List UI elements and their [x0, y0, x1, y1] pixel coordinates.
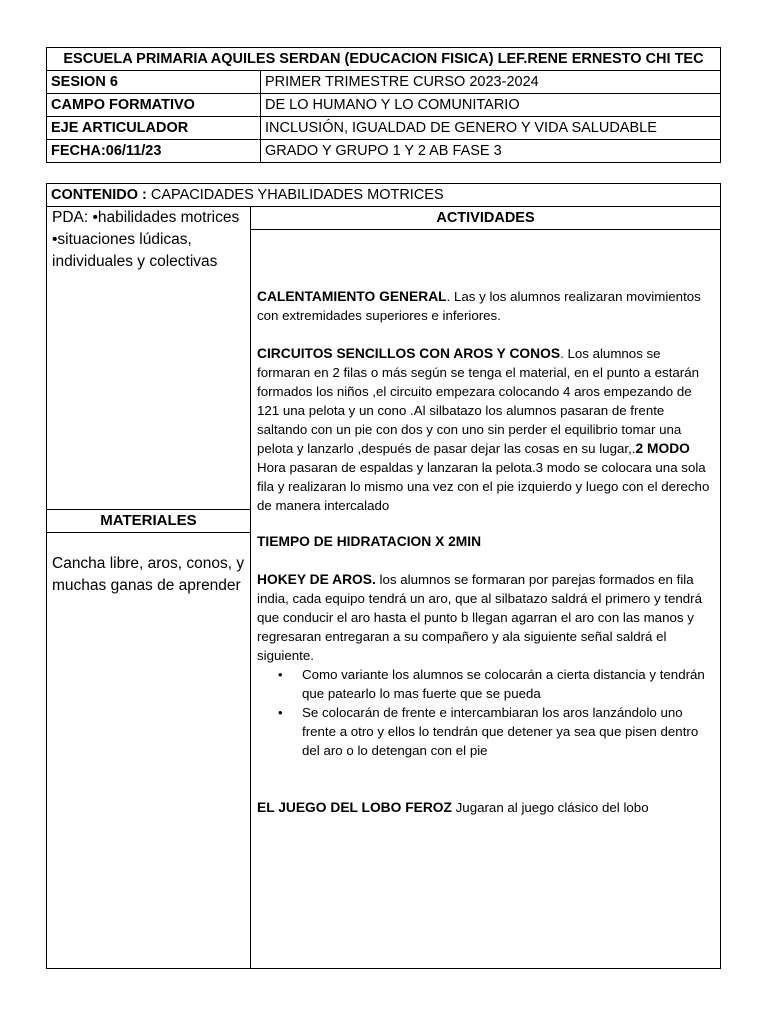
actividades-heading: ACTIVIDADES — [251, 207, 721, 230]
campo-label: CAMPO FORMATIVO — [47, 94, 261, 117]
pda-line-1: PDA: •habilidades motrices — [52, 209, 240, 226]
contenido-row — [47, 184, 721, 207]
circuitos-text-1: . Los alumnos se formaran en 2 filas o más según se tenga el material, en el punto a estarán formados los niños ,el circuito empezara colocando 4 aros empezando de 121 una pelota y un cono .Al silbatazo los alumnos pasaran de frente saltando con un pie con dos y con uno sin perder el equilibrio tomar una pelota y lanzarlo ,después de pasar dejar las cosas en su lugar,. — [257, 346, 700, 456]
hidratacion-title: TIEMPO DE HIDRATACION X 2MIN — [257, 534, 482, 549]
header-row — [47, 140, 721, 163]
materiales-heading: MATERIALES — [47, 509, 250, 533]
campo-value: DE LO HUMANO Y LO COMUNITARIO — [261, 94, 721, 117]
hokey-title: HOKEY DE AROS. — [257, 572, 376, 587]
lobo-title: EL JUEGO DEL LOBO FEROZ — [257, 800, 452, 815]
hidratacion-paragraph — [257, 532, 714, 551]
pda-line-2: •situaciones lúdicas, individuales y colectivas — [52, 231, 218, 270]
lobo-paragraph — [257, 798, 714, 817]
session-label: SESION 6 — [47, 71, 261, 94]
header-row — [47, 71, 721, 94]
school-title: ESCUELA PRIMARIA AQUILES SERDAN (EDUCACION FISICA) LEF.RENE ERNESTO CHI TEC — [47, 48, 721, 71]
circuitos-title: CIRCUITOS SENCILLOS CON AROS Y CONOS — [257, 346, 561, 361]
circuitos-text-2: Hora pasaran de espaldas y lanzaran la pelota.3 modo se colocara una sola fila y realizaran lo mismo una vez con el pie izquierdo y luego con el derecho de manera intercalado — [257, 460, 710, 513]
hokey-variants-list — [257, 665, 714, 760]
list-item: • Como variante los alumnos se colocarán a cierta distancia y tendrán que patearlo lo mas fuerte que se pueda — [302, 665, 714, 703]
actividades-body — [251, 230, 721, 969]
calentamiento-paragraph — [257, 287, 714, 325]
circuitos-modo: 2 MODO — [635, 441, 690, 456]
fecha-value: GRADO Y GRUPO 1 Y 2 AB FASE 3 — [261, 140, 721, 163]
header-row — [47, 117, 721, 140]
header-row — [47, 94, 721, 117]
actividades-content — [257, 230, 714, 817]
pda-block — [52, 207, 246, 273]
calentamiento-title: CALENTAMIENTO GENERAL — [257, 289, 447, 304]
lobo-text: Jugaran al juego clásico del lobo — [451, 800, 649, 815]
fecha-label: FECHA:06/11/23 — [47, 140, 261, 163]
header-table — [46, 47, 721, 163]
materiales-text: Cancha libre, aros, conos, y muchas ganas de aprender — [52, 555, 245, 594]
contenido-value: CAPACIDADES YHABILIDADES MOTRICES — [150, 187, 444, 203]
session-value: PRIMER TRIMESTRE CURSO 2023-2024 — [261, 71, 721, 94]
eje-value: INCLUSIÓN, IGUALDAD DE GENERO Y VIDA SALUDABLE — [261, 117, 721, 140]
content-table — [46, 183, 721, 969]
contenido-label: CONTENIDO : — [51, 187, 147, 203]
left-column — [47, 207, 251, 969]
calentamiento-text: . Las y los alumnos realizaran movimientos con extremidades superiores e inferiores. — [257, 289, 701, 323]
hokey-paragraph — [257, 570, 714, 665]
hokey-text: los alumnos se formaran por parejas formados en fila india, cada equipo tendrá un aro, que al silbatazo saldrá el primero y tendrá que conducir el aro hasta el punto b llegan agarran el aro con las manos y regresaran entregaran a su compañero y ala siguiente señal saldrá el siguiente. — [257, 572, 702, 663]
circuitos-paragraph — [257, 344, 714, 515]
eje-label: EJE ARTICULADOR — [47, 117, 261, 140]
list-item: • Se colocarán de frente e intercambiaran los aros lanzándolo uno frente a otro y ellos lo tendrán que detener ya sea que pisen dentro del aro o lo detengan con el pie — [302, 703, 714, 760]
